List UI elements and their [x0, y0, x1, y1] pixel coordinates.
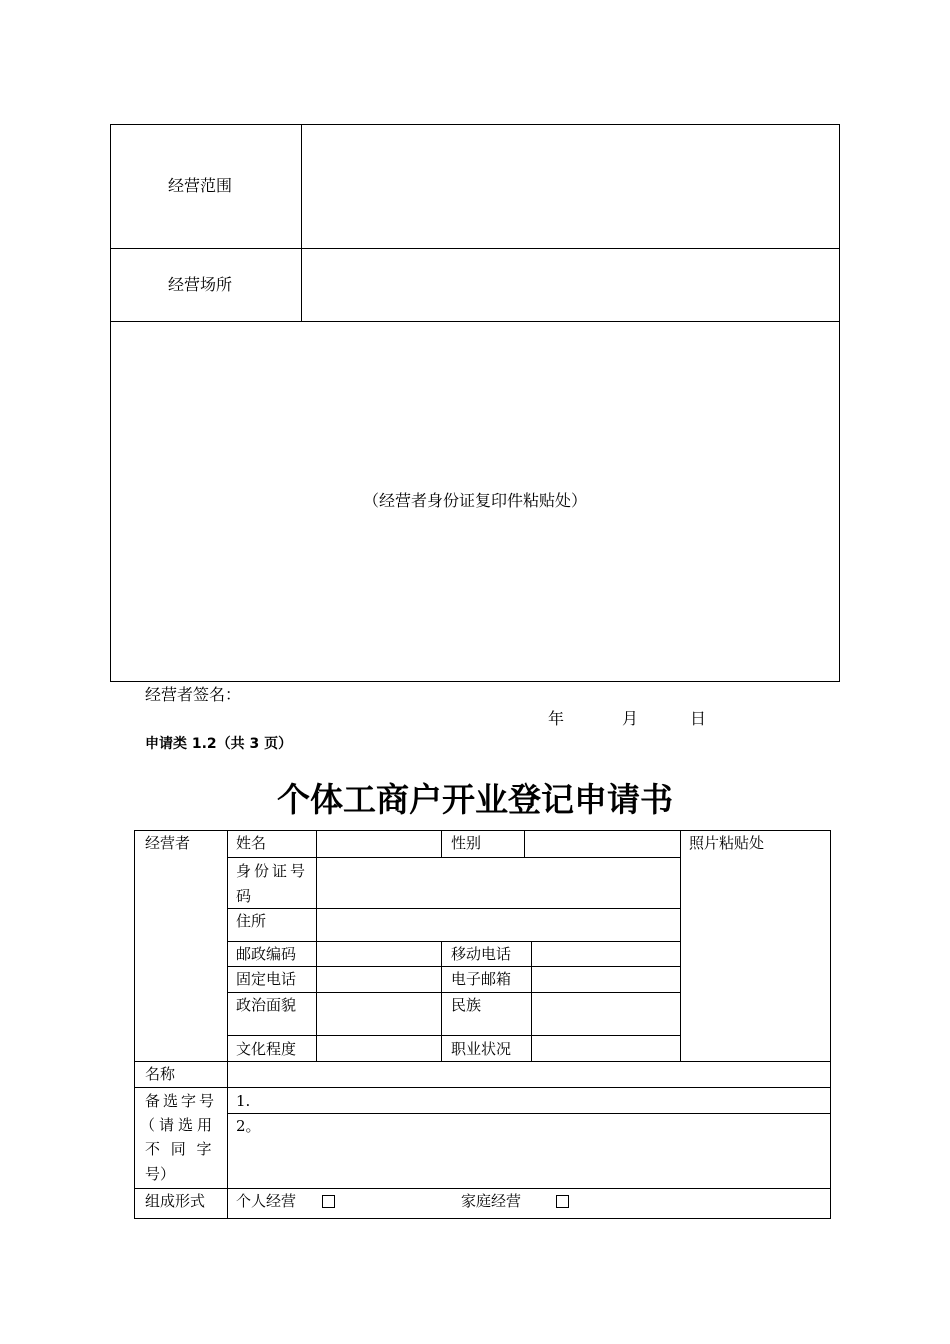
- name-field[interactable]: [317, 831, 441, 857]
- date-year-label: 年: [548, 709, 565, 728]
- individual-option-label: 个人经营: [236, 1192, 297, 1210]
- business-scope-field[interactable]: [302, 125, 839, 248]
- postcode-field[interactable]: [317, 942, 441, 966]
- email-label: 电子邮箱: [451, 970, 512, 988]
- date-month-label: 月: [622, 709, 639, 728]
- operator-signature-label: 经营者签名：: [145, 685, 242, 704]
- form-type-label: 组成形式: [145, 1192, 206, 1210]
- ethnicity-field[interactable]: [532, 993, 680, 1035]
- family-checkbox[interactable]: [556, 1195, 569, 1208]
- political-status-label: 政治面貌: [236, 996, 297, 1014]
- employment-status-field[interactable]: [532, 1036, 680, 1061]
- ethnicity-label: 民族: [451, 996, 482, 1014]
- date-day-label: 日: [690, 709, 707, 728]
- alt-name-2[interactable]: 2。: [236, 1117, 261, 1135]
- id-number-label-cont: 码: [236, 887, 252, 905]
- page-reference: 申请类 1.2（共 3 页）: [145, 736, 293, 752]
- address-field[interactable]: [317, 909, 680, 941]
- family-option-label: 家庭经营: [461, 1192, 522, 1210]
- business-scope-label: 经营范围: [168, 176, 233, 195]
- mobile-field[interactable]: [532, 942, 680, 966]
- id-number-label: 身份证号: [236, 862, 309, 880]
- education-label: 文化程度: [236, 1040, 297, 1058]
- alt-names-label-line2: （请选用: [140, 1116, 217, 1134]
- id-copy-paste-note: （经营者身份证复印件粘贴处）: [362, 491, 587, 510]
- gender-label: 性别: [451, 834, 482, 852]
- photo-paste-label: 照片粘贴处: [689, 834, 765, 852]
- education-field[interactable]: [317, 1036, 441, 1061]
- email-field[interactable]: [532, 967, 680, 992]
- landline-field[interactable]: [317, 967, 441, 992]
- postcode-label: 邮政编码: [236, 945, 297, 963]
- individual-checkbox[interactable]: [322, 1195, 335, 1208]
- business-place-label: 经营场所: [168, 275, 233, 294]
- alt-names-label: 备选字号: [145, 1092, 218, 1110]
- gender-field[interactable]: [525, 831, 680, 857]
- alt-names-label-line3: 不 同 字: [145, 1140, 215, 1158]
- address-label: 住所: [236, 912, 267, 930]
- operator-label: 经营者: [145, 834, 191, 852]
- political-status-field[interactable]: [317, 993, 441, 1035]
- form-title: 个体工商户开业登记申请书: [277, 780, 673, 819]
- landline-label: 固定电话: [236, 970, 297, 988]
- business-place-field[interactable]: [302, 249, 839, 321]
- employment-status-label: 职业状况: [451, 1040, 512, 1058]
- mobile-label: 移动电话: [451, 945, 512, 963]
- id-number-field[interactable]: [317, 858, 680, 908]
- name-label: 姓名: [236, 834, 267, 852]
- alt-name-1[interactable]: 1.: [236, 1092, 251, 1110]
- business-name-field[interactable]: [228, 1062, 830, 1087]
- business-name-label: 名称: [145, 1065, 176, 1083]
- alt-names-label-line4: 号）: [145, 1165, 176, 1183]
